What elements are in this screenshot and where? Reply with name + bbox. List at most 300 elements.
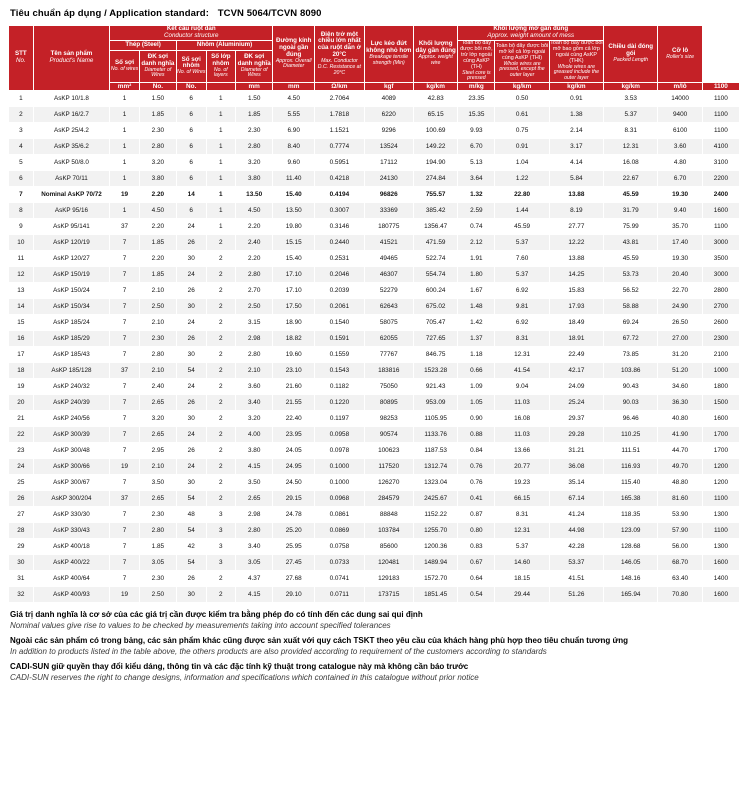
- cell-no: 29: [9, 539, 34, 555]
- col-alu-wires-en: No. of Wires: [176, 69, 206, 76]
- table-row: [9, 427, 740, 443]
- application-standard-value: TCVN 5064/TCVN 8090: [217, 8, 322, 19]
- cell-aw: 24: [176, 379, 206, 395]
- note-5: CADI-SUN giữ quyền thay đổi kiểu dáng, thông tin và các đặc tính kỹ thuật trong catalogue này mà không cần báo trước: [10, 662, 469, 672]
- cell-g3: 123.09: [604, 523, 658, 539]
- cell-od: 4.50: [273, 91, 315, 107]
- unit-m-kg: m/kg: [458, 83, 495, 91]
- cell-sd: 2.50: [139, 299, 176, 315]
- cell-g2: 4.14: [549, 155, 603, 171]
- table-row: [9, 251, 740, 267]
- cell-brk: 13524: [364, 139, 413, 155]
- cell-g3: 69.24: [604, 315, 658, 331]
- cell-res: 0.0758: [315, 539, 364, 555]
- header-units-row: [9, 83, 740, 91]
- cell-mkg: 0.76: [458, 475, 495, 491]
- cell-al: 2: [206, 267, 236, 283]
- cell-g3: 148.16: [604, 571, 658, 587]
- cell-al: 3: [206, 555, 236, 571]
- cell-g1: 16.08: [495, 411, 549, 427]
- col-conductor-structure-vi: Kết cấu ruột dẫn: [166, 25, 216, 32]
- cell-len: 6.70: [658, 171, 702, 187]
- cell-res: 0.1540: [315, 315, 364, 331]
- col-grease-group-en: Approx. weight amount of mess: [487, 31, 575, 39]
- cell-g2: 13.88: [549, 187, 603, 203]
- cell-rol: 3500: [702, 251, 739, 267]
- cell-ad: 2.20: [236, 219, 273, 235]
- cell-sd: 2.50: [139, 587, 176, 603]
- cell-rol: 2700: [702, 299, 739, 315]
- cell-len: 6100: [658, 123, 702, 139]
- cell-wt: 274.84: [413, 171, 457, 187]
- cell-al: 2: [206, 235, 236, 251]
- cell-wt: 1152.22: [413, 507, 457, 523]
- table-row: [9, 379, 740, 395]
- col-alu-diameter: [236, 50, 273, 82]
- cell-g2: 12.22: [549, 235, 603, 251]
- cell-wt: 194.90: [413, 155, 457, 171]
- cell-name: AsKP 150/19: [33, 267, 110, 283]
- note-1: Giá trị danh nghĩa là cơ sở của các giá trị cần được kiểm tra bằng phép đo có tính đến các dung sai qui định: [10, 610, 423, 620]
- cell-name: AsKP 240/39: [33, 395, 110, 411]
- cell-g3: 90.43: [604, 379, 658, 395]
- cell-sd: 2.20: [139, 219, 176, 235]
- cell-name: AsKP 10/1.8: [33, 91, 110, 107]
- cell-len: 19.30: [658, 187, 702, 203]
- cell-res: 0.0741: [315, 571, 364, 587]
- cell-g2: 25.24: [549, 395, 603, 411]
- cell-len: 68.70: [658, 555, 702, 571]
- cell-res: 0.3007: [315, 203, 364, 219]
- cell-sw: 37: [110, 363, 140, 379]
- cell-g2: 42.17: [549, 363, 603, 379]
- table-row: [9, 123, 740, 139]
- col-breaking-strength-en: Breakage tensile strength (Min): [369, 54, 409, 66]
- col-product-name: [33, 26, 110, 91]
- cell-od: 17.10: [273, 267, 315, 283]
- cell-brk: 85600: [364, 539, 413, 555]
- cell-no: 19: [9, 379, 34, 395]
- cell-g3: 31.79: [604, 203, 658, 219]
- table-row: [9, 539, 740, 555]
- cell-aw: 42: [176, 539, 206, 555]
- col-packed-length: [604, 26, 658, 83]
- table-row: [9, 491, 740, 507]
- cell-od: 18.90: [273, 315, 315, 331]
- unit-ohm-km: Ω/km: [315, 83, 364, 91]
- unit-kg-km-g2: kg/km: [549, 83, 603, 91]
- unit-mm-alu: mm: [236, 83, 273, 91]
- cell-al: 2: [206, 331, 236, 347]
- table-row: [9, 395, 740, 411]
- header-row-1: [9, 26, 740, 41]
- cell-al: 3: [206, 523, 236, 539]
- cell-od: 29.10: [273, 587, 315, 603]
- table-body: [9, 91, 740, 603]
- cell-len: 63.40: [658, 571, 702, 587]
- cell-no: 4: [9, 139, 34, 155]
- cell-sd: 2.65: [139, 427, 176, 443]
- cell-al: 2: [206, 443, 236, 459]
- cell-g1: 66.15: [495, 491, 549, 507]
- cell-mkg: 0.83: [458, 539, 495, 555]
- cell-name: AsKP 120/27: [33, 251, 110, 267]
- cell-sd: 3.80: [139, 171, 176, 187]
- cell-al: 2: [206, 475, 236, 491]
- cell-res: 2.7064: [315, 91, 364, 107]
- cell-g1: 18.15: [495, 571, 549, 587]
- cell-len: 20.40: [658, 267, 702, 283]
- cell-res: 0.0968: [315, 491, 364, 507]
- cell-aw: 24: [176, 459, 206, 475]
- cell-no: 17: [9, 347, 34, 363]
- cell-len: 40.80: [658, 411, 702, 427]
- cell-res: 0.3146: [315, 219, 364, 235]
- cell-aw: 6: [176, 107, 206, 123]
- cell-g2: 53.37: [549, 555, 603, 571]
- table-head: [9, 26, 740, 91]
- cell-al: 2: [206, 491, 236, 507]
- unit-roller: 1100: [702, 83, 739, 91]
- cell-aw: 6: [176, 171, 206, 187]
- cell-sw: 1: [110, 203, 140, 219]
- cell-mkg: 2.59: [458, 203, 495, 219]
- cell-len: 70.80: [658, 587, 702, 603]
- cell-rol: 1300: [702, 507, 739, 523]
- col-packed-length-vi: Chiều dài đóng gói: [608, 43, 654, 58]
- cell-g2: 51.26: [549, 587, 603, 603]
- col-grease-incl: [549, 40, 603, 82]
- col-resistance-vi: Điện trở một chiều lớn nhất của ruột dẫn ở 20°C: [317, 30, 361, 59]
- cell-ad: 2.80: [236, 139, 273, 155]
- cell-res: 0.1543: [315, 363, 364, 379]
- cell-wt: 100.69: [413, 123, 457, 139]
- cell-od: 24.05: [273, 443, 315, 459]
- cell-rol: 2800: [702, 283, 739, 299]
- cell-aw: 24: [176, 267, 206, 283]
- cell-no: 25: [9, 475, 34, 491]
- cell-rol: 1300: [702, 539, 739, 555]
- cell-od: 19.60: [273, 347, 315, 363]
- cell-od: 15.15: [273, 235, 315, 251]
- cell-len: 56.00: [658, 539, 702, 555]
- cell-no: 11: [9, 251, 34, 267]
- cell-wt: 1312.74: [413, 459, 457, 475]
- cell-al: 1: [206, 171, 236, 187]
- cell-aw: 54: [176, 555, 206, 571]
- cell-mkg: 0.41: [458, 491, 495, 507]
- cell-wt: 846.75: [413, 347, 457, 363]
- cell-rol: 1200: [702, 475, 739, 491]
- cell-name: AsKP 185/43: [33, 347, 110, 363]
- cell-rol: 3000: [702, 235, 739, 251]
- cell-mkg: 0.80: [458, 523, 495, 539]
- cell-aw: 30: [176, 411, 206, 427]
- cell-g3: 111.51: [604, 443, 658, 459]
- table-row: [9, 267, 740, 283]
- cell-al: 2: [206, 571, 236, 587]
- cell-name: AsKP 400/18: [33, 539, 110, 555]
- col-grease-group: [458, 26, 604, 41]
- col-grease-core: [458, 40, 495, 82]
- cell-g3: 22.67: [604, 171, 658, 187]
- cell-ad: 4.37: [236, 571, 273, 587]
- col-overall-diameter-vi: Đường kính ngoài gần đúng: [276, 36, 312, 58]
- cell-name: AsKP 300/67: [33, 475, 110, 491]
- cell-mkg: 1.42: [458, 315, 495, 331]
- cell-aw: 26: [176, 331, 206, 347]
- cell-name: AsKP 150/24: [33, 283, 110, 299]
- cell-od: 23.10: [273, 363, 315, 379]
- cell-g2: 27.77: [549, 219, 603, 235]
- cell-sw: 7: [110, 347, 140, 363]
- cell-al: 1: [206, 187, 236, 203]
- cell-res: 0.1591: [315, 331, 364, 347]
- cell-rol: 1800: [702, 379, 739, 395]
- cell-sw: 1: [110, 107, 140, 123]
- unit-kg-km-wire: kg/km: [413, 83, 457, 91]
- cell-res: 0.0978: [315, 443, 364, 459]
- cell-al: 3: [206, 539, 236, 555]
- cell-od: 27.68: [273, 571, 315, 587]
- cell-g1: 1.44: [495, 203, 549, 219]
- cell-mkg: 0.84: [458, 443, 495, 459]
- cell-g2: 42.28: [549, 539, 603, 555]
- cell-g1: 5.37: [495, 267, 549, 283]
- cell-res: 0.2440: [315, 235, 364, 251]
- cell-g3: 12.31: [604, 139, 658, 155]
- cell-brk: 46307: [364, 267, 413, 283]
- cell-g1: 9.04: [495, 379, 549, 395]
- cell-wt: 149.22: [413, 139, 457, 155]
- cell-rol: 2400: [702, 187, 739, 203]
- col-grease-incl-vi: Toàn bộ dây được bôi mỡ bao gồm cả lớp ngoài cùng AsKP (THK): [550, 39, 603, 64]
- cell-g2: 0.91: [549, 91, 603, 107]
- cell-g3: 90.03: [604, 395, 658, 411]
- cell-g2: 29.28: [549, 427, 603, 443]
- cell-aw: 26: [176, 283, 206, 299]
- cell-rol: 2600: [702, 315, 739, 331]
- cell-od: 24.95: [273, 459, 315, 475]
- cell-len: 49.70: [658, 459, 702, 475]
- cell-g2: 2.14: [549, 123, 603, 139]
- cell-no: 28: [9, 523, 34, 539]
- cell-name: AsKP 330/30: [33, 507, 110, 523]
- cell-al: 1: [206, 107, 236, 123]
- cell-mkg: 6.70: [458, 139, 495, 155]
- cell-len: 34.60: [658, 379, 702, 395]
- cell-rol: 3000: [702, 267, 739, 283]
- unit-blank-1: [206, 83, 236, 91]
- cell-g2: 1.38: [549, 107, 603, 123]
- cell-no: 15: [9, 315, 34, 331]
- cell-res: 0.2061: [315, 299, 364, 315]
- cell-g2: 22.49: [549, 347, 603, 363]
- cell-len: 9400: [658, 107, 702, 123]
- cell-mkg: 0.54: [458, 587, 495, 603]
- cell-no: 13: [9, 283, 34, 299]
- cell-aw: 54: [176, 363, 206, 379]
- cell-mkg: 1.32: [458, 187, 495, 203]
- cell-ad: 2.80: [236, 347, 273, 363]
- cell-sw: 37: [110, 219, 140, 235]
- cell-no: 12: [9, 267, 34, 283]
- col-overall-diameter-en: Approx. Overall Diameter: [275, 57, 312, 70]
- col-alu-diameter-en: Diameter of Wires: [240, 66, 268, 79]
- table-row: [9, 571, 740, 587]
- cell-sd: 3.20: [139, 411, 176, 427]
- cell-sw: 7: [110, 267, 140, 283]
- cell-g2: 15.83: [549, 283, 603, 299]
- cell-mkg: 23.35: [458, 91, 495, 107]
- table-row: [9, 411, 740, 427]
- cell-no: 1: [9, 91, 34, 107]
- cell-res: 0.0861: [315, 507, 364, 523]
- cell-ad: 2.80: [236, 267, 273, 283]
- cell-aw: 6: [176, 203, 206, 219]
- cell-res: 0.1000: [315, 459, 364, 475]
- cell-name: AsKP 400/22: [33, 555, 110, 571]
- cell-od: 18.82: [273, 331, 315, 347]
- cell-brk: 173715: [364, 587, 413, 603]
- cell-no: 26: [9, 491, 34, 507]
- table-row: [9, 347, 740, 363]
- cell-g3: 16.08: [604, 155, 658, 171]
- cell-ad: 4.00: [236, 427, 273, 443]
- cell-sd: 2.80: [139, 347, 176, 363]
- cell-brk: 33369: [364, 203, 413, 219]
- cell-aw: 24: [176, 315, 206, 331]
- cell-sw: 19: [110, 187, 140, 203]
- cell-sw: 7: [110, 283, 140, 299]
- cell-no: 18: [9, 363, 34, 379]
- cell-sw: 7: [110, 555, 140, 571]
- cell-name: AsKP 300/39: [33, 427, 110, 443]
- cell-g2: 14.25: [549, 267, 603, 283]
- cell-g3: 45.59: [604, 251, 658, 267]
- cell-ad: 4.15: [236, 459, 273, 475]
- cell-g2: 44.98: [549, 523, 603, 539]
- cell-od: 21.55: [273, 395, 315, 411]
- cell-aw: 30: [176, 475, 206, 491]
- cell-no: 27: [9, 507, 34, 523]
- cell-sw: 7: [110, 523, 140, 539]
- cell-wt: 522.74: [413, 251, 457, 267]
- cell-aw: 14: [176, 187, 206, 203]
- cell-od: 15.40: [273, 187, 315, 203]
- cell-brk: 49465: [364, 251, 413, 267]
- col-packed-length-en: Packed Length: [613, 57, 649, 64]
- cell-od: 15.40: [273, 251, 315, 267]
- cell-sw: 7: [110, 235, 140, 251]
- cell-od: 17.50: [273, 299, 315, 315]
- table-row: [9, 555, 740, 571]
- cell-g3: 110.25: [604, 427, 658, 443]
- cell-brk: 120481: [364, 555, 413, 571]
- table-row: [9, 331, 740, 347]
- cell-ad: 3.15: [236, 315, 273, 331]
- cell-name: AsKP 70/11: [33, 171, 110, 187]
- cell-mkg: 0.88: [458, 427, 495, 443]
- cell-rol: 1100: [702, 123, 739, 139]
- cell-g2: 3.17: [549, 139, 603, 155]
- cell-sd: 1.85: [139, 539, 176, 555]
- cell-name: AsKP 185/24: [33, 315, 110, 331]
- table-row: [9, 459, 740, 475]
- col-stt: [9, 26, 34, 91]
- cell-name: AsKP 95/141: [33, 219, 110, 235]
- col-weight-wire-vi: Khối lượng dây gần đúng: [415, 40, 456, 55]
- cell-wt: 675.02: [413, 299, 457, 315]
- cell-mkg: 0.64: [458, 571, 495, 587]
- cell-od: 24.78: [273, 507, 315, 523]
- table-row: [9, 299, 740, 315]
- cell-wt: 471.59: [413, 235, 457, 251]
- cell-brk: 183816: [364, 363, 413, 379]
- cell-g3: 3.53: [604, 91, 658, 107]
- cell-g1: 19.23: [495, 475, 549, 491]
- cell-aw: 30: [176, 587, 206, 603]
- table-row: [9, 315, 740, 331]
- cell-name: AsKP 240/32: [33, 379, 110, 395]
- cell-g3: 103.86: [604, 363, 658, 379]
- cell-g2: 24.09: [549, 379, 603, 395]
- table-row: [9, 507, 740, 523]
- cell-brk: 62643: [364, 299, 413, 315]
- conductor-spec-table: [8, 25, 740, 603]
- cell-aw: 6: [176, 155, 206, 171]
- cell-name: AsKP 400/93: [33, 587, 110, 603]
- cell-no: 23: [9, 443, 34, 459]
- cell-name: AsKP 120/19: [33, 235, 110, 251]
- col-grease-incl-en: Whole wires are greased include the outer layer: [553, 63, 600, 82]
- cell-al: 2: [206, 251, 236, 267]
- cell-g3: 53.73: [604, 267, 658, 283]
- cell-len: 27.00: [658, 331, 702, 347]
- cell-rol: 2100: [702, 347, 739, 363]
- cell-rol: 1600: [702, 555, 739, 571]
- cell-res: 0.1182: [315, 379, 364, 395]
- cell-aw: 26: [176, 443, 206, 459]
- col-steel-diameter-vi: ĐK sợi danh nghĩa: [141, 52, 175, 67]
- cell-rol: 1400: [702, 571, 739, 587]
- cell-res: 0.2531: [315, 251, 364, 267]
- cell-sw: 1: [110, 171, 140, 187]
- cell-sw: 7: [110, 539, 140, 555]
- col-conductor-structure: [110, 26, 273, 41]
- cell-g3: 58.88: [604, 299, 658, 315]
- cell-wt: 600.24: [413, 283, 457, 299]
- cell-g1: 29.44: [495, 587, 549, 603]
- cell-ad: 4.50: [236, 203, 273, 219]
- cell-no: 8: [9, 203, 34, 219]
- cell-g3: 146.05: [604, 555, 658, 571]
- cell-brk: 117520: [364, 459, 413, 475]
- col-alu-group: [176, 40, 272, 50]
- cell-g1: 12.31: [495, 347, 549, 363]
- cell-no: 30: [9, 555, 34, 571]
- cell-ad: 3.20: [236, 411, 273, 427]
- cell-brk: 98253: [364, 411, 413, 427]
- cell-brk: 90574: [364, 427, 413, 443]
- unit-m-lo: m/lô: [658, 83, 702, 91]
- cell-brk: 80895: [364, 395, 413, 411]
- col-product-name-vi: Tên sản phẩm: [50, 50, 93, 58]
- cell-brk: 96826: [364, 187, 413, 203]
- cell-g1: 45.59: [495, 219, 549, 235]
- application-standard-label: Tiêu chuẩn áp dụng / Application standard:: [10, 8, 209, 19]
- cell-g1: 5.37: [495, 539, 549, 555]
